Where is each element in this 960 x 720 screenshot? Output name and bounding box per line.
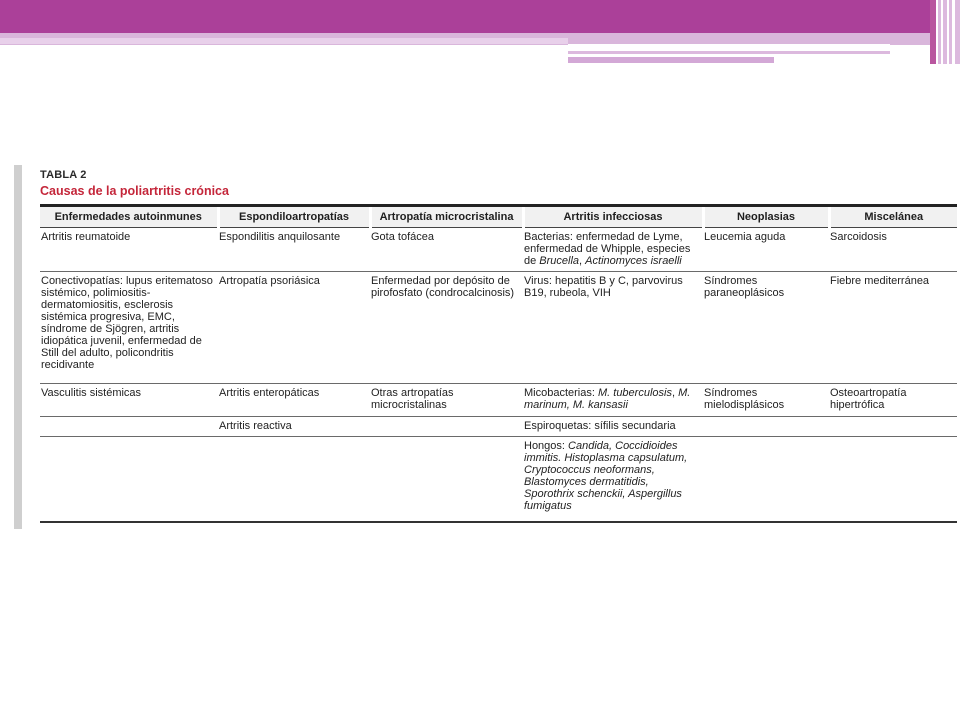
- cell-microcristalina: Enfermedad por depósito de pirofosfato (condrocalcinosis): [370, 272, 523, 384]
- table-row: [40, 272, 957, 384]
- cell-espondiloartropatias: Artritis reactiva: [218, 417, 370, 437]
- cell-text-italic: Brucella: [539, 255, 580, 267]
- cell-neoplasias: Síndromes mielodisplásicos: [703, 384, 829, 417]
- cell-text: ,: [671, 387, 679, 399]
- table-row: [40, 417, 957, 437]
- cell-text-italic: M. marinum, M. kansasii: [524, 387, 691, 411]
- table-row: [40, 384, 957, 417]
- figure-side-bar: [14, 165, 22, 529]
- table-label: TABLA 2: [40, 169, 87, 181]
- cell-infecciosas: Virus: hepatitis B y C, parvovirus B19, rubeola, VIH: [523, 272, 703, 384]
- cell-microcristalina: [370, 417, 523, 437]
- header-gap-line: [568, 44, 890, 51]
- header-bar: [0, 0, 930, 33]
- cell-infecciosas: [523, 437, 703, 522]
- col-header-infecciosas: Artritis infecciosas: [523, 206, 703, 228]
- cell-miscelanea: Fiebre mediterránea: [829, 272, 957, 384]
- col-header-espondiloartropatias: Espondiloartropatías: [218, 206, 370, 228]
- cell-autoinmunes: [40, 417, 218, 437]
- cell-text-italic: Candida, Coccidioides immitis. Histoplasma capsulatum, Cryptococcus neoformans, Blastomyces dermatitidis, Sporothrix schenckii, Aspergillus fumigatus: [524, 440, 688, 512]
- cell-neoplasias: [703, 437, 829, 522]
- cell-autoinmunes: Artritis reumatoide: [40, 228, 218, 272]
- cell-neoplasias: Síndromes paraneoplásicos: [703, 272, 829, 384]
- col-header-autoinmunes: Enfermedades autoinmunes: [40, 206, 218, 228]
- cell-neoplasias: [703, 417, 829, 437]
- header-band-lighter: [0, 38, 568, 44]
- col-header-neoplasias: Neoplasias: [703, 206, 829, 228]
- table-row: [40, 437, 957, 522]
- cell-miscelanea: Sarcoidosis: [829, 228, 957, 272]
- cell-text: Hongos:: [524, 440, 569, 452]
- cell-text: Bacterias: enfermedad de Lyme, enfermedad de Whipple, especies de: [524, 231, 691, 267]
- cell-microcristalina: Otras artropatías microcristalinas: [370, 384, 523, 417]
- cell-miscelanea: [829, 417, 957, 437]
- cell-text-italic: Actinomyces israelli: [585, 255, 682, 267]
- header-short-line: [568, 57, 774, 63]
- cell-infecciosas: [523, 228, 703, 272]
- col-header-miscelanea: Miscelánea: [829, 206, 957, 228]
- cell-espondiloartropatias: Artritis enteropáticas: [218, 384, 370, 417]
- cell-text: Micobacterias:: [524, 387, 598, 399]
- cell-espondiloartropatias: [218, 437, 370, 522]
- cell-miscelanea: [829, 437, 957, 522]
- causes-table: [40, 204, 957, 523]
- cell-infecciosas: Espiroquetas: sífilis secundaria: [523, 417, 703, 437]
- col-header-microcristalina: Artropatía microcristalina: [370, 206, 523, 228]
- header-thin-line: [568, 51, 890, 54]
- cell-text: ,: [579, 255, 586, 267]
- cell-infecciosas: [523, 384, 703, 417]
- table-row: [40, 228, 957, 272]
- cell-text-italic: M. tuberculosis: [597, 387, 672, 399]
- cell-autoinmunes: Vasculitis sistémicas: [40, 384, 218, 417]
- cell-autoinmunes: [40, 437, 218, 522]
- cell-espondiloartropatias: Artropatía psoriásica: [218, 272, 370, 384]
- cell-miscelanea: Osteoartropatía hipertrófica: [829, 384, 957, 417]
- cell-microcristalina: Gota tofácea: [370, 228, 523, 272]
- header-stripe: [955, 0, 960, 64]
- table-figure: [40, 168, 957, 523]
- cell-microcristalina: [370, 437, 523, 522]
- table-header-row: [40, 206, 957, 228]
- cell-neoplasias: Leucemia aguda: [703, 228, 829, 272]
- table-title: Causas de la poliartritis crónica: [40, 184, 229, 198]
- cell-autoinmunes: Conectivopatías: lupus eritematoso sistémico, polimiositis-dermatomiositis, esclerosis sistémica progresiva, EMC, síndrome de Sjögren, artritis idiopática juvenil, enfermedad de Still del adulto, policondritis recidivante: [40, 272, 218, 384]
- cell-espondiloartropatias: Espondilitis anquilosante: [218, 228, 370, 272]
